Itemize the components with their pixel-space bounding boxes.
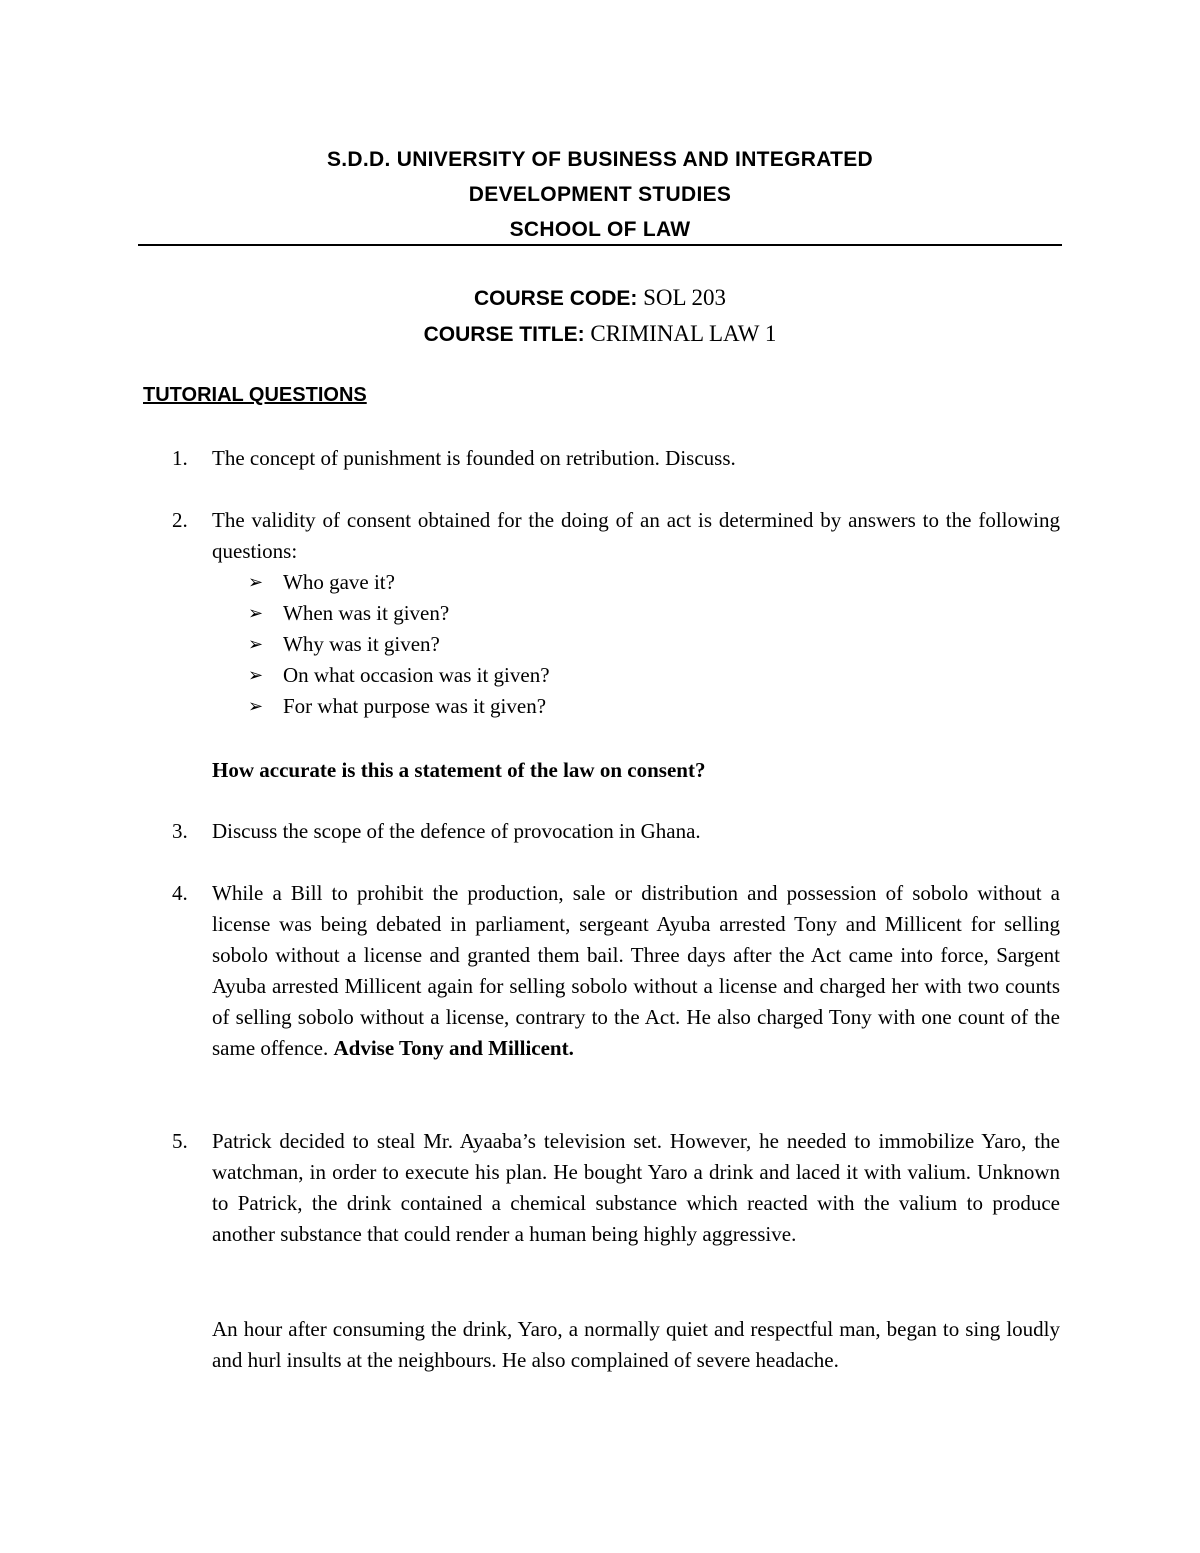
course-code-value: SOL 203: [643, 285, 726, 310]
header-divider: [138, 244, 1062, 246]
list-item: ➢ On what occasion was it given?: [248, 660, 1060, 691]
course-code-line: [140, 280, 1060, 316]
question-3: [172, 816, 1060, 847]
question-number: 4.: [172, 881, 188, 905]
question-text: Discuss the scope of the defence of provocation in Ghana.: [212, 819, 701, 843]
course-code-label: COURSE CODE:: [474, 287, 638, 310]
arrow-bullet-icon: ➢: [248, 634, 264, 655]
question-5-paragraph-2: An hour after consuming the drink, Yaro, a normally quiet and respectful man, began to sing loudly and hurl insults at the neighbours. He also complained of severe headache.: [212, 1317, 1060, 1372]
header-line-university: S.D.D. UNIVERSITY OF BUSINESS AND INTEGRATED: [326, 148, 874, 171]
arrow-bullet-icon: ➢: [248, 665, 264, 686]
question-text: Patrick decided to steal Mr. Ayaaba’s television set. However, he needed to immobilize Yaro, the watchman, in order to execute his plan. He bought Yaro a drink and laced it with valium. Unknown to Patrick, the drink contained a chemical substance which reacted with the valium to produce another substance that could render a human being highly aggressive.: [212, 1129, 1060, 1246]
consent-questions-list: [248, 567, 1060, 722]
question-number: 1.: [172, 446, 188, 470]
course-title-line: [140, 316, 1060, 352]
section-title: TUTORIAL QUESTIONS: [143, 384, 367, 406]
question-number: 5.: [172, 1129, 188, 1153]
question-text-main: While a Bill to prohibit the production, sale or distribution and possession of sobolo without a license was being debated in parliament, sergeant Ayuba arrested Tony and Millicent for selling sobolo without a license and granted them bail. Three days after the Act came into force, Sargent Ayuba arrested Millicent again for selling sobolo without a license and charged her with two counts of selling sobolo without a license, contrary to the Act. He also charged Tony with one count of the same offence.: [212, 881, 1060, 1060]
question-1: [172, 443, 1060, 474]
question-2-follow-up: How accurate is this a statement of the law on consent?: [212, 758, 706, 782]
list-item: ➢ For what purpose was it given?: [248, 691, 1060, 722]
question-5: [172, 1126, 1060, 1250]
question-4: [172, 878, 1060, 1064]
list-item: ➢ When was it given?: [248, 598, 1060, 629]
header-line-studies: DEVELOPMENT STUDIES: [468, 183, 732, 206]
university-header: [140, 142, 1060, 247]
question-2: [172, 505, 1060, 722]
question-instruction: Advise Tony and Millicent.: [333, 1036, 574, 1060]
course-title-label: COURSE TITLE:: [423, 323, 585, 346]
question-number: 2.: [172, 508, 188, 532]
course-info: [140, 280, 1060, 352]
question-number: 3.: [172, 819, 188, 843]
course-title-value: CRIMINAL LAW 1: [590, 321, 777, 346]
list-item: ➢ Why was it given?: [248, 629, 1060, 660]
header-line-school: SCHOOL OF LAW: [509, 218, 691, 241]
arrow-bullet-icon: ➢: [248, 572, 264, 593]
arrow-bullet-icon: ➢: [248, 696, 264, 717]
arrow-bullet-icon: ➢: [248, 603, 264, 624]
question-text-main: The validity of consent obtained for the doing of an act is determined by answers to the following questions:: [212, 508, 1060, 563]
question-text: The concept of punishment is founded on retribution. Discuss.: [212, 446, 736, 470]
question-text: [212, 505, 1060, 722]
list-item: ➢ Who gave it?: [248, 567, 1060, 598]
question-text: [212, 878, 1060, 1064]
